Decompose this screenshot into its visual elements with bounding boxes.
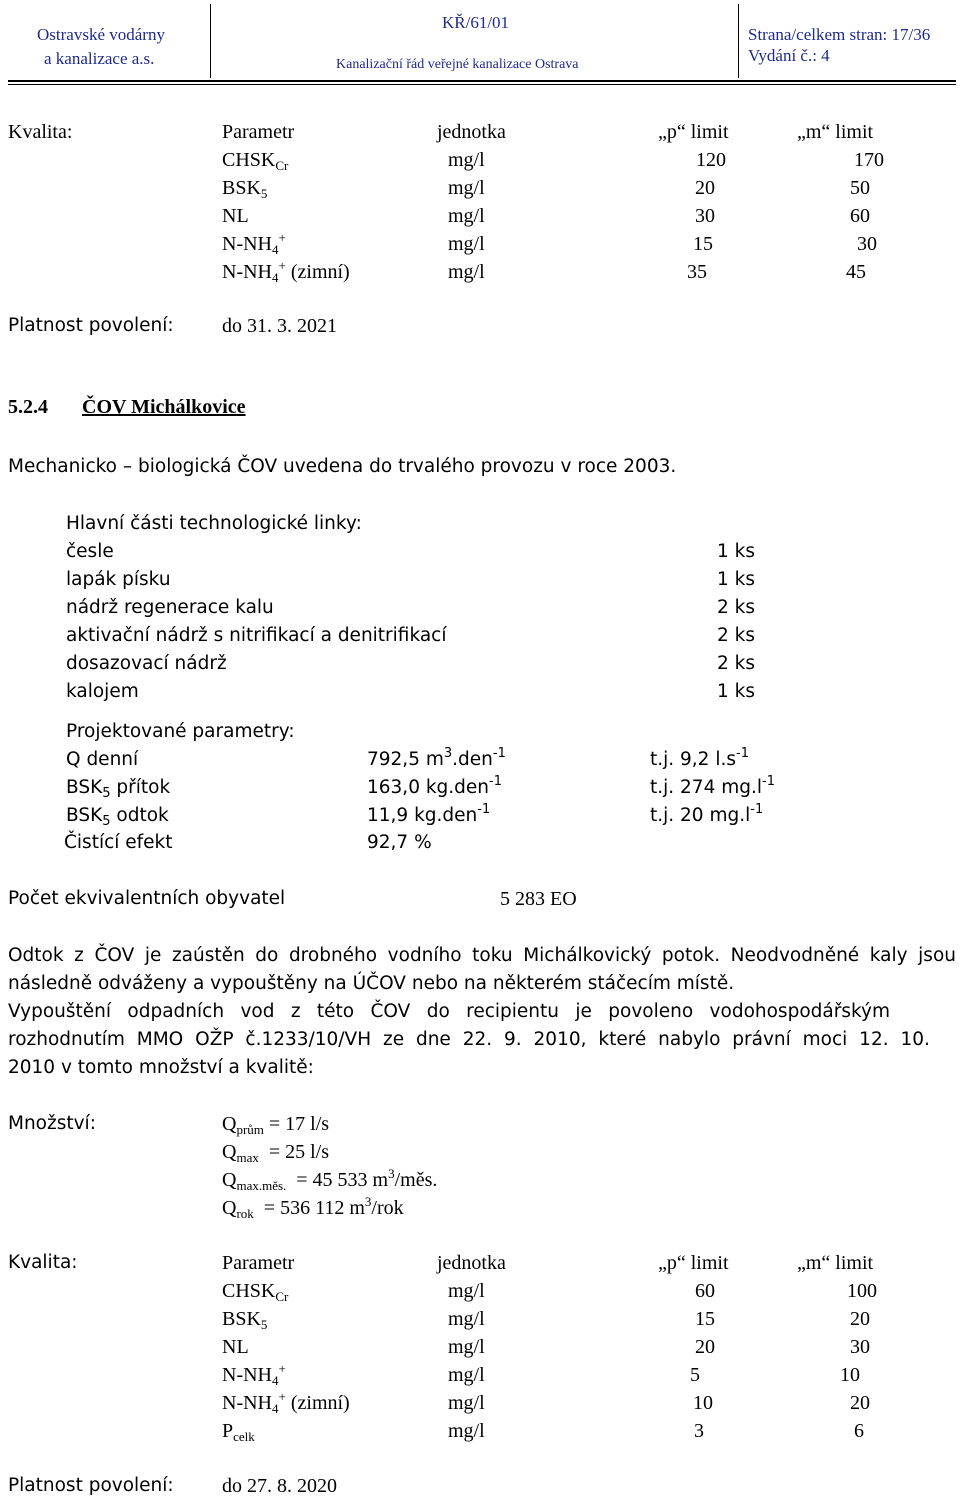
table-row-p-value: 30 [695, 205, 715, 227]
list-item-name: aktivační nádrž s nitrifikací a denitrifikací [66, 625, 447, 646]
table-row-m-value: 100 [847, 1280, 877, 1302]
page-info: Strana/celkem stran: 17/36 [748, 25, 931, 44]
column-header-p-limit: „p“ limit [658, 1252, 729, 1274]
header-divider [738, 4, 739, 78]
column-header-m-limit: „m“ limit [797, 121, 874, 143]
bsk-outflow-label: $BSK_5$ odtok [66, 805, 169, 829]
table-row-m-value: 50 [850, 177, 870, 199]
table-row-p-value: 20 [695, 177, 715, 199]
table-row-param: NL [222, 205, 249, 227]
table-row-param: $CHSK_{Cr}$ [222, 149, 289, 173]
cleaning-efficiency-label: Čistící efekt [64, 832, 173, 853]
table-row-param: $CHSK_{Cr}$ [222, 1280, 289, 1304]
table-row-param: $BSK_5$ [222, 1308, 268, 1332]
table-row-p-value: 15 [695, 1308, 715, 1330]
quantity-label: Množství: [8, 1113, 96, 1134]
list-item-name: nádrž regenerace kalu [66, 597, 274, 618]
bsk-inflow-label: $BSK_5$ přítok [66, 777, 171, 801]
table-row-unit: mg/l [448, 1280, 485, 1302]
table-row-m-value: 10 [840, 1364, 860, 1386]
list-item-count: 2 ks [716, 597, 755, 618]
table-row-m-value: 170 [854, 149, 884, 171]
bsk-inflow-equivalent: t.j. 274 $mg.l^{-1}$ [650, 774, 775, 798]
list-item-count: 1 ks [716, 569, 755, 590]
column-header-p-limit: „p“ limit [658, 121, 729, 143]
list-item-name: lapák písku [66, 569, 171, 590]
column-header-unit: jednotka [437, 121, 506, 143]
main-parts-title: Hlavní části technologické linky: [66, 513, 362, 534]
quantity-row: $Q_{prům} = 17$ l/s [222, 1113, 330, 1137]
column-header-parameter: Parametr [222, 121, 295, 143]
company-name-line1: Ostravské vodárny [37, 25, 165, 44]
table-row-param: $N-NH_4^+$ [222, 1361, 286, 1388]
paragraph-permit-line: rozhodnutím MMO OŽP č.1233/10/VH ze dne 22. 9. 2010, které nabylo právní moci 12. 10. [8, 1029, 930, 1050]
table-row-unit: mg/l [448, 149, 485, 171]
intro-text: Mechanicko – biologická ČOV uvedena do trvalého provozu v roce 2003. [8, 456, 677, 477]
validity-date: do 31. 3. 2021 [222, 315, 337, 337]
column-header-parameter: Parametr [222, 1252, 295, 1274]
list-item-name: dosazovací nádrž [66, 653, 227, 674]
section-title: ČOV Michálkovice [82, 396, 246, 418]
section-number: 5.2.4 [8, 396, 48, 418]
design-title: Projektované parametry: [66, 721, 295, 742]
table-row-unit: mg/l [448, 1392, 485, 1414]
list-item-name: česle [66, 541, 114, 562]
table-row-unit: mg/l [448, 261, 485, 283]
table-row-param: $N-NH_4^+$ (zimní) [222, 1389, 350, 1416]
population-equivalent-value: 5 283 EO [500, 888, 577, 910]
bsk-outflow-equivalent: t.j. 20 $mg.l^{-1}$ [650, 802, 764, 826]
table-row-unit: mg/l [448, 1420, 485, 1442]
table-row-p-value: 20 [695, 1336, 715, 1358]
header-rule [8, 84, 956, 85]
quantity-row: $Q_{max.měs.} = 45$ 533 $m^3$/měs. [222, 1166, 438, 1193]
table-row-param: $P_{celk}$ [222, 1420, 255, 1444]
bsk-inflow-value: 163,0 kg.den$^{-1}$ [367, 774, 502, 798]
table-row-p-value: 5 [690, 1364, 700, 1386]
cleaning-efficiency-value: 92,7 % [367, 832, 432, 853]
bsk-outflow-value: 11,9 kg.den$^{-1}$ [367, 802, 491, 826]
quality-label: Kvalita: [8, 1252, 78, 1273]
q-daily-equivalent: t.j. 9,2 $l.s^{-1}$ [650, 746, 749, 770]
table-row-unit: mg/l [448, 1364, 485, 1386]
table-row-m-value: 6 [854, 1420, 864, 1442]
q-daily-label: Q denní [66, 749, 139, 770]
edition-number: Vydání č.: 4 [748, 46, 830, 65]
table-row-param: $BSK_5$ [222, 177, 268, 201]
table-row-p-value: 120 [696, 149, 726, 171]
validity-date: do 27. 8. 2020 [222, 1475, 337, 1497]
list-item-count: 1 ks [716, 541, 755, 562]
column-header-m-limit: „m“ limit [797, 1252, 874, 1274]
list-item-count: 1 ks [716, 681, 755, 702]
table-row-unit: mg/l [448, 205, 485, 227]
table-row-p-value: 15 [693, 233, 713, 255]
table-row-unit: mg/l [448, 177, 485, 199]
table-row-p-value: 35 [687, 261, 707, 283]
column-header-unit: jednotka [437, 1252, 506, 1274]
table-row-unit: mg/l [448, 1308, 485, 1330]
company-name-line2: a kanalizace a.s. [44, 49, 155, 68]
paragraph-permit-line: Vypouštění odpadních vod z této ČOV do recipientu je povoleno vodohospodářským [8, 1001, 890, 1022]
table-row-param: $N-NH_4^+$ (zimní) [222, 258, 350, 285]
paragraph-outflow: Odtok z ČOV je zaústěn do drobného vodního toku Michálkovický potok. Neodvodněné kaly jsou následně odváženy a vypouštěny na ÚČOV nebo na některém stáčecím místě. [8, 945, 956, 994]
quantity-row: $Q_{rok} = 536$ 112 $m^3$/rok [222, 1194, 404, 1221]
header-divider [210, 4, 211, 78]
population-equivalent-label: Počet ekvivalentních obyvatel [8, 888, 286, 909]
table-row-m-value: 30 [857, 233, 877, 255]
list-item-name: kalojem [66, 681, 139, 702]
q-daily-value: 792,5 $m^3.den^{-1}$ [367, 746, 506, 770]
table-row-unit: mg/l [448, 1336, 485, 1358]
document-title: Kanalizační řád veřejné kanalizace Ostrava [336, 57, 579, 72]
table-row-param: $N-NH_4^+$ [222, 230, 286, 257]
table-row-param: NL [222, 1336, 249, 1358]
table-row-m-value: 20 [850, 1308, 870, 1330]
table-row-p-value: 10 [693, 1392, 713, 1414]
table-row-unit: mg/l [448, 233, 485, 255]
header-rule [8, 80, 956, 82]
table-row-m-value: 30 [850, 1336, 870, 1358]
table-row-m-value: 45 [846, 261, 866, 283]
list-item-count: 2 ks [716, 625, 755, 646]
list-item-count: 2 ks [716, 653, 755, 674]
table-row-m-value: 60 [850, 205, 870, 227]
quantity-row: $Q_{max} = 25$ l/s [222, 1141, 330, 1165]
table-row-p-value: 60 [695, 1280, 715, 1302]
paragraph-permit-line: 2010 v tomto množství a kvalitě: [8, 1057, 314, 1078]
table-row-m-value: 20 [850, 1392, 870, 1414]
quality-label: Kvalita: [8, 121, 73, 143]
table-row-p-value: 3 [694, 1420, 704, 1442]
validity-label: Platnost povolení: [8, 315, 174, 336]
document-code: KŘ/61/01 [442, 13, 510, 32]
validity-label: Platnost povolení: [8, 1475, 174, 1496]
